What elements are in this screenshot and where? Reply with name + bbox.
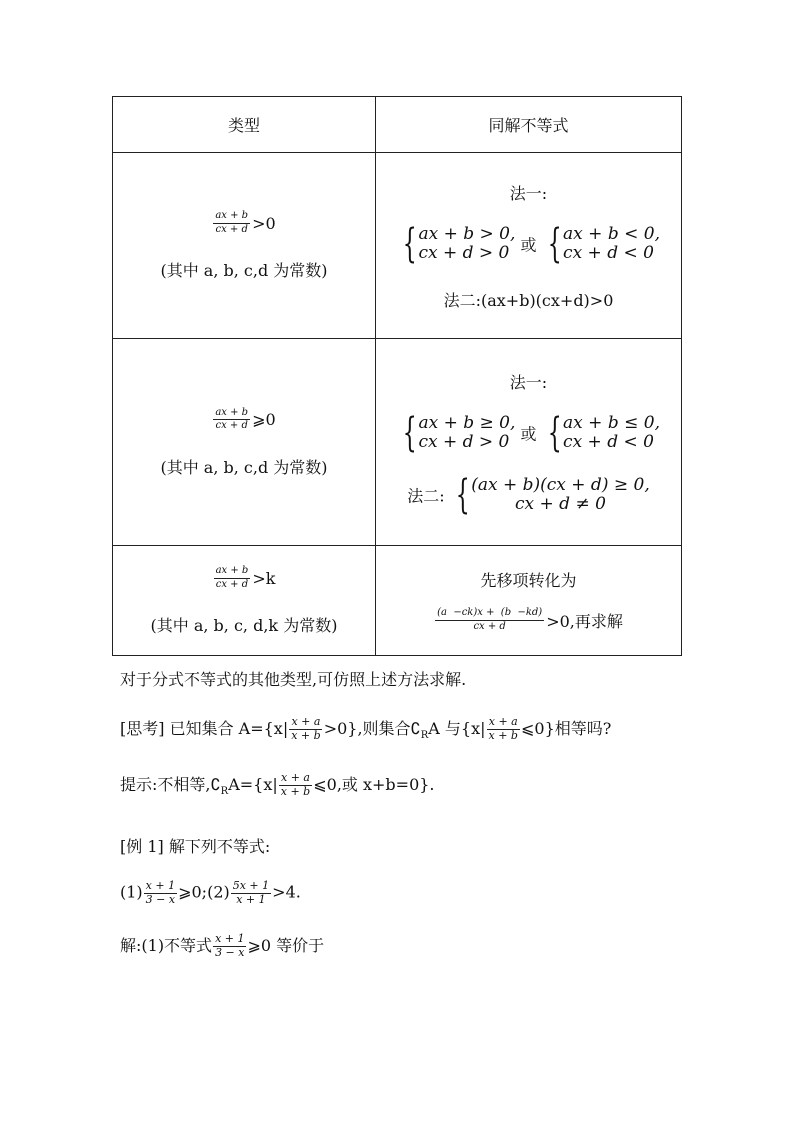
- system-brace-group: [397, 409, 516, 456]
- text-segment: A={x|: [228, 775, 278, 794]
- header-equivalent: 同解不等式: [376, 97, 682, 153]
- example-inequalities: [120, 880, 301, 906]
- fraction-denominator: cx + d: [215, 420, 248, 431]
- system-brace-group: [450, 471, 650, 518]
- constants-note: (其中 a, b, c,d 为常数): [160, 261, 328, 280]
- left-brace-icon: {: [455, 471, 470, 518]
- text-segment: A 与{x|: [428, 719, 486, 738]
- or-word: 或: [520, 424, 537, 443]
- fraction: [487, 716, 520, 742]
- fraction-numerator: ax + b: [213, 407, 250, 421]
- constants-note: (其中 a, b, c, d,k 为常数): [150, 616, 338, 635]
- fraction: [213, 933, 246, 959]
- fraction-numerator: 5x + 1: [232, 879, 270, 892]
- system-line: ax + b > 0,: [418, 223, 516, 244]
- fraction-numerator: (a −ck)x + (b −kd): [435, 607, 544, 621]
- system-brace-group: [542, 409, 660, 456]
- fraction-numerator: x + a: [488, 715, 518, 729]
- system-line: cx + d ≠ 0: [515, 493, 606, 514]
- system-line: ax + b < 0,: [563, 223, 660, 244]
- method-two: [407, 471, 650, 518]
- hint: [120, 772, 435, 799]
- text-segment: [思考] 已知集合 A={x|: [120, 719, 289, 738]
- method-one-systems: [397, 220, 660, 267]
- solution-cell: [376, 153, 682, 339]
- fraction-denominator: cx + d: [473, 620, 506, 632]
- system-line: cx + d > 0: [418, 431, 510, 452]
- method-one-label: 法一:: [509, 372, 548, 392]
- paragraph-other-types: 对于分式不等式的其他类型,可仿照上述方法求解.: [120, 670, 467, 689]
- fraction-denominator: x + b: [291, 729, 321, 742]
- solution-cell: [376, 546, 682, 656]
- left-brace-icon: {: [402, 220, 417, 267]
- transform-title: 先移项转化为: [480, 571, 577, 590]
- text-segment: ⩽0,或 x+b=0}.: [313, 775, 435, 794]
- or-word: 或: [520, 235, 537, 254]
- type-cell: [113, 339, 376, 546]
- type-cell: [113, 546, 376, 656]
- inequality-table: [112, 96, 682, 656]
- fraction-denominator: x + b: [488, 729, 518, 742]
- fraction: [144, 880, 177, 906]
- fraction: [214, 565, 251, 591]
- system-line: cx + d > 0: [418, 242, 510, 263]
- system-line: cx + d < 0: [563, 242, 654, 263]
- transform-expression: [434, 607, 623, 633]
- fraction: [213, 407, 250, 433]
- fraction-numerator: x + 1: [215, 932, 245, 946]
- text-segment: 解:(1)不等式: [120, 936, 213, 955]
- table-header-row: [113, 97, 682, 153]
- fraction-denominator: x + 1: [236, 892, 266, 906]
- fraction-denominator: x + b: [280, 785, 311, 798]
- method-one-label: 法一:: [509, 183, 548, 203]
- fraction-denominator: cx + d: [215, 578, 249, 590]
- relation: >0,再求解: [546, 611, 623, 631]
- system-line: ax + b ≥ 0,: [418, 412, 516, 433]
- fraction: [231, 880, 271, 906]
- table-row: [113, 153, 682, 339]
- fraction: [435, 607, 544, 633]
- text-segment: >0},则集合∁: [323, 719, 421, 738]
- text-segment: ⩽0}相等吗?: [520, 719, 612, 738]
- relation: ⩾0: [252, 410, 276, 429]
- relation: >0: [252, 213, 276, 233]
- left-brace-icon: {: [547, 409, 562, 456]
- solution-cell: [376, 339, 682, 546]
- text-segment: ⩾0;(2): [178, 882, 230, 902]
- type-cell: [113, 153, 376, 339]
- type-expression: [213, 565, 276, 591]
- solution-line: [120, 933, 324, 960]
- type-expression: [212, 407, 275, 433]
- left-brace-icon: {: [547, 220, 562, 267]
- left-brace-icon: {: [402, 409, 417, 456]
- fraction: [289, 716, 322, 742]
- type-expression: [212, 210, 275, 236]
- fraction-denominator: 3 − x: [145, 892, 176, 906]
- text-segment: ⩾0 等价于: [247, 936, 325, 955]
- text-segment: >4.: [272, 882, 301, 902]
- fraction-numerator: ax + b: [213, 210, 250, 224]
- table-row: [113, 339, 682, 546]
- fraction-numerator: x + 1: [145, 879, 176, 892]
- system-line: ax + b ≤ 0,: [563, 412, 660, 433]
- fraction-denominator: cx + d: [215, 223, 248, 235]
- method-one-systems: [397, 409, 660, 456]
- table-row: [113, 546, 682, 656]
- fraction-numerator: x + a: [281, 771, 310, 785]
- constants-note: (其中 a, b, c,d 为常数): [160, 457, 328, 477]
- example-title: [例 1] 解下列不等式:: [120, 837, 271, 856]
- header-type: 类型: [113, 97, 376, 153]
- think-question: [120, 716, 611, 743]
- fraction: [213, 210, 250, 236]
- subscript: R: [420, 730, 429, 741]
- system-line: (ax + b)(cx + d) ≥ 0,: [471, 474, 650, 495]
- fraction: [279, 772, 312, 798]
- system-brace-group: [397, 220, 516, 267]
- fraction-numerator: ax + b: [214, 565, 251, 579]
- method-two: 法二:(ax+b)(cx+d)>0: [443, 290, 614, 310]
- method-two-label: 法二:: [407, 486, 445, 505]
- system-brace-group: [542, 220, 660, 267]
- relation: >k: [252, 568, 276, 588]
- subscript: R: [220, 786, 229, 797]
- text-segment: 提示:不相等,∁: [120, 775, 221, 794]
- system-line: cx + d < 0: [563, 431, 654, 452]
- text-segment: (1): [120, 882, 143, 902]
- fraction-numerator: x + a: [291, 715, 321, 729]
- fraction-denominator: 3 − x: [215, 946, 245, 959]
